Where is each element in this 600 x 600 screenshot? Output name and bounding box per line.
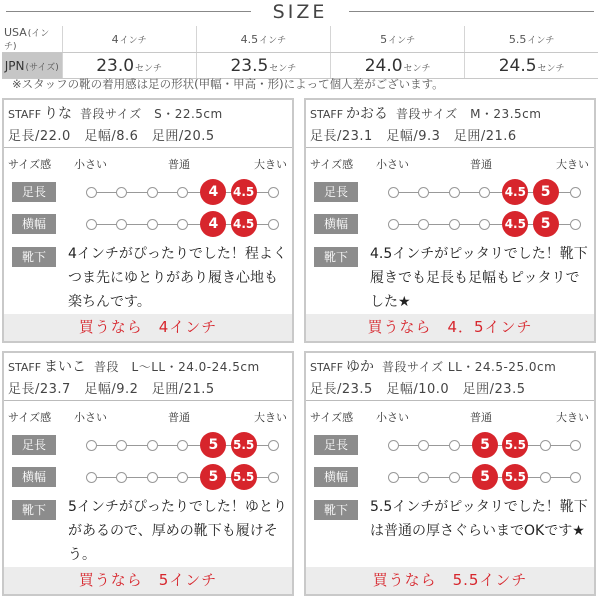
size-feel-label: サイズ感: [8, 411, 52, 424]
staff-name: まいこ: [44, 359, 87, 375]
foot-measurements: 足長/23.1 足幅/9.3 足囲/21.6: [310, 129, 517, 144]
row-label-length: 足長: [12, 182, 56, 202]
size-marker: 5: [200, 432, 226, 458]
scale-large-label: 大きい: [254, 158, 287, 171]
size-marker: 5.5: [502, 432, 528, 458]
scale-normal-label: 普通: [168, 411, 190, 424]
usa-row: [2, 26, 598, 53]
jpn-cell: 24.0センチ: [331, 53, 465, 79]
jpn-cell: 23.0センチ: [62, 53, 196, 79]
row-label-width: 横幅: [314, 214, 358, 234]
size-feel-label: サイズ感: [310, 411, 354, 424]
scale-dot: [570, 219, 581, 230]
scale-dot: [177, 187, 188, 198]
scale-dot: [86, 187, 97, 198]
row-label-socks: 靴下: [314, 247, 358, 267]
staff-panel: [304, 351, 596, 596]
row-label-width: 横幅: [314, 467, 358, 487]
staff-line: [8, 103, 290, 123]
staff-panel: [2, 98, 294, 343]
scale-small-label: 小さい: [376, 411, 409, 424]
staff-line: [310, 103, 592, 123]
size-feel-label: サイズ感: [8, 158, 52, 171]
scale-dot: [147, 472, 158, 483]
size-marker: 4.5: [502, 211, 528, 237]
size-marker: 5: [472, 464, 498, 490]
scale-dot: [449, 472, 460, 483]
staff-line: [310, 356, 592, 376]
row-label-length: 足長: [314, 182, 358, 202]
size-marker: 4.5: [231, 179, 257, 205]
scale-dot: [449, 219, 460, 230]
row-label-length: 足長: [314, 435, 358, 455]
jpn-cell: 24.5センチ: [465, 53, 598, 79]
scale-dot: [116, 187, 127, 198]
staff-comment: 5.5インチがピッタリでした！靴下は普通の厚さぐらいまでOKです★: [370, 499, 588, 539]
scale-dot: [268, 187, 279, 198]
usa-cell: 5.5インチ: [465, 26, 598, 53]
scale-dot: [388, 219, 399, 230]
usa-header: USA(インチ): [2, 26, 62, 53]
usa-cell: 4.5インチ: [196, 26, 330, 53]
divider: [306, 400, 594, 401]
size-marker: 5.5: [231, 432, 257, 458]
scale-normal-label: 普通: [168, 158, 190, 171]
scale-dot: [388, 440, 399, 451]
scale-dot: [418, 219, 429, 230]
size-marker: 5.5: [502, 464, 528, 490]
usual-size: 普段サイズ M・23.5cm: [396, 107, 542, 121]
scale-dot: [86, 440, 97, 451]
scale-dot: [540, 472, 551, 483]
scale-small-label: 小さい: [74, 411, 107, 424]
scale-dot: [449, 440, 460, 451]
purchase-verdict: 買うなら 4インチ: [4, 314, 292, 341]
jpn-cell: 23.5センチ: [196, 53, 330, 79]
size-marker: 5: [200, 464, 226, 490]
staff-label: STAFF: [310, 361, 344, 374]
scale-normal-label: 普通: [470, 411, 492, 424]
scale-large-label: 大きい: [556, 158, 589, 171]
size-marker: 5: [533, 179, 559, 205]
scale-dot: [479, 187, 490, 198]
foot-measurements: 足長/23.7 足幅/9.2 足囲/21.5: [8, 382, 215, 397]
staff-label: STAFF: [8, 108, 42, 121]
fit-note: ※スタッフの靴の着用感は足の形状(甲幅・甲高・形)によって個人差がございます。: [12, 77, 444, 91]
jpn-header: JPN(サイズ): [2, 53, 62, 79]
usual-size: 普段サイズ S・22.5cm: [80, 107, 223, 121]
staff-name: ゆか: [346, 359, 375, 375]
scale-dot: [418, 187, 429, 198]
scale-dot: [268, 440, 279, 451]
scale-dot: [570, 472, 581, 483]
usa-cell: 5インチ: [331, 26, 465, 53]
scale-dot: [570, 440, 581, 451]
title-rule-right: [349, 11, 594, 12]
scale-dot: [177, 472, 188, 483]
scale-small-label: 小さい: [376, 158, 409, 171]
scale-dot: [388, 187, 399, 198]
scale-dot: [449, 187, 460, 198]
scale-dot: [570, 187, 581, 198]
purchase-verdict: 買うなら 5インチ: [4, 567, 292, 594]
divider: [4, 147, 292, 148]
row-label-width: 横幅: [12, 214, 56, 234]
scale-dot: [418, 440, 429, 451]
scale-dot: [147, 440, 158, 451]
foot-measurements: 足長/22.0 足幅/8.6 足囲/20.5: [8, 129, 215, 144]
usa-cell: 4インチ: [62, 26, 196, 53]
purchase-verdict: 買うなら 4．5インチ: [306, 314, 594, 341]
purchase-verdict: 買うなら 5.5インチ: [306, 567, 594, 594]
staff-comment: 4インチがぴったりでした！程よくつま先にゆとりがあり履き心地も楽ちんです。: [68, 246, 287, 310]
page-title: SIZE: [272, 1, 328, 23]
scale-dot: [116, 440, 127, 451]
usual-size: 普段 L〜LL・24.0-24.5cm: [94, 360, 260, 374]
scale-dot: [540, 440, 551, 451]
size-marker: 5.5: [231, 464, 257, 490]
scale-dot: [418, 472, 429, 483]
scale-dot: [147, 187, 158, 198]
size-marker: 4: [200, 211, 226, 237]
row-label-width: 横幅: [12, 467, 56, 487]
usual-size: 普段サイズ LL・24.5-25.0cm: [382, 360, 557, 374]
scale-dot: [86, 219, 97, 230]
size-marker: 4: [200, 179, 226, 205]
staff-name: りな: [44, 106, 73, 122]
scale-dot: [147, 219, 158, 230]
staff-panel: [304, 98, 596, 343]
staff-line: [8, 356, 290, 376]
staff-panel: [2, 351, 294, 596]
row-label-socks: 靴下: [12, 247, 56, 267]
scale-large-label: 大きい: [254, 411, 287, 424]
row-label-length: 足長: [12, 435, 56, 455]
foot-measurements: 足長/23.5 足幅/10.0 足囲/23.5: [310, 382, 526, 397]
size-marker: 5: [533, 211, 559, 237]
size-marker: 4.5: [231, 211, 257, 237]
scale-normal-label: 普通: [470, 158, 492, 171]
scale-dot: [177, 440, 188, 451]
staff-comment: 4.5インチがピッタリでした！靴下履きでも足長も足幅もピッタリでした★: [370, 246, 588, 310]
size-feel-label: サイズ感: [310, 158, 354, 171]
scale-dot: [86, 472, 97, 483]
staff-label: STAFF: [8, 361, 42, 374]
divider: [4, 400, 292, 401]
staff-comment: 5インチがぴったりでした！ゆとりがあるので、厚めの靴下も履けそう。: [68, 499, 287, 563]
scale-dot: [116, 219, 127, 230]
scale-dot: [268, 219, 279, 230]
divider: [306, 147, 594, 148]
scale-large-label: 大きい: [556, 411, 589, 424]
scale-dot: [177, 219, 188, 230]
jpn-row: [2, 53, 598, 79]
scale-small-label: 小さい: [74, 158, 107, 171]
staff-name: かおる: [346, 106, 389, 122]
scale-dot: [479, 219, 490, 230]
row-label-socks: 靴下: [314, 500, 358, 520]
size-marker: 4.5: [502, 179, 528, 205]
scale-dot: [388, 472, 399, 483]
row-label-socks: 靴下: [12, 500, 56, 520]
scale-dot: [116, 472, 127, 483]
size-marker: 5: [472, 432, 498, 458]
size-table: [2, 26, 598, 79]
scale-dot: [268, 472, 279, 483]
staff-label: STAFF: [310, 108, 344, 121]
